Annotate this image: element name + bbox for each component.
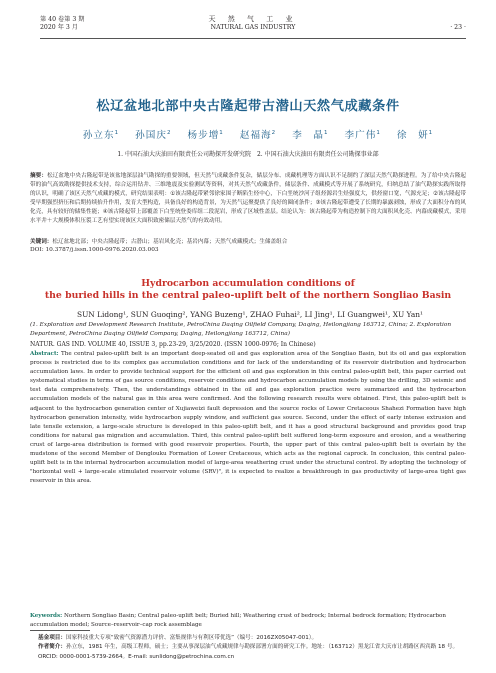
title-chinese: 松辽盆地北部中央古隆起带古潜山天然气成藏条件	[96, 99, 400, 114]
journal-name-en: NATURAL GAS INDUSTRY	[210, 23, 296, 31]
authors-english: SUN Lidong¹, SUN Guoqing², YANG Buzeng¹, ZHAO Fuhai², LI Jing¹, LI Guangwei¹, XU Yan¹	[77, 310, 423, 319]
journal-name-cn: 天 然 气 工 业	[208, 15, 298, 23]
page-header	[40, 16, 466, 39]
author-cn: 赵福海$^2$	[239, 129, 277, 141]
volume-issue: 第 40 卷第 3 期	[40, 16, 85, 23]
abstract-cn-text: 松辽盆地中央古隆起带是该盆地深层油气勘探的重要领域，但天然气成藏条件复杂，储层分布、成藏机理等方面认识不足制约了深层天然气勘探进程。为了给中央古隆起带的油气高效勘探提供技术支持，综合运用钻井、三维地震及实验测试等资料，对其天然气成藏条件，储层条件、成藏模式等开展了系统研究，归纳总结了油气勘探实践所取得的认识，明确了该区天然气成藏的模式，研究结果表明：①该古隆起带紧邻徐家围子断陷生烃中心，下白垩统沙河子组烃源岩生烃强度大，供烃窗口宽，气源充足；②该古隆起带受早期强烈挤压和后期持续抬升作用，发育大型构造，具备良好的构造背景，为天然气运聚提供了良好的圈闭条件；③该古隆起带遭受了长期的暴露剥蚀，形成了大面积分布的风化壳，具有较好的储集性能；④该古隆起带上部覆盖下白垩统登娄库组二段泥岩，形成了区域性盖层。结论认为：该古隆起带为构造控制下的大面积风化壳、内幕成藏模式，采用水平井＋大规模体积压裂工艺有望实现该区大面积致密储层天然气的有效动用。	[30, 173, 466, 225]
keywords-cn-label: 关键词：	[30, 239, 53, 245]
page-number: · 23 ·	[450, 24, 466, 31]
title-en-line2: the buried hills in the central paleo-uplift belt of the northern Songliao Basin	[44, 290, 452, 301]
keywords-en-text: Northern Songliao Basin; Central paleo-uplift belt; Buried hill; Weathering crust of bedrock; Internal bedrock formation; Hydrocarbon accumulation model; Source–reservoir–cap rock assemblage	[30, 613, 447, 629]
title-english	[0, 278, 496, 302]
journal-name	[40, 16, 466, 31]
author-cn: 孙立东$^1$	[82, 129, 120, 141]
keywords-en-label: Keywords:	[30, 613, 63, 619]
keywords-chinese	[30, 237, 466, 245]
abstract-chinese	[30, 172, 466, 227]
doi[interactable]: DOI: 10.3787/j.issn.1000-0976.2020.03.003	[30, 247, 159, 253]
issue-date: 2020 年 3 月	[40, 23, 78, 31]
abstract-english	[30, 350, 466, 486]
author-cn: 杨步增$^1$	[187, 129, 224, 141]
fund-note: 基金项目：国家科技重大专项“致密气资源潜力评价、富集规律与有利区带优选”（编号：2016ZX05047-001）。	[38, 635, 318, 641]
keywords-cn-text: 松辽盆地北部；中央古隆起带；古潜山；基岩风化壳；基岩内幕；天然气成藏模式；生储盖组合	[52, 239, 288, 245]
author-cn: 孙国庆$^2$	[135, 129, 172, 141]
affiliation-english: (1. Exploration and Development Research Institute, PetroChina Daqing Oilfield Company, Daqing, Heilongjiang 163712, China; 2. Exploration Department, PetroChina Daqing Oilfield Company, Daqing, Heilongjiang 163712, China)	[30, 322, 452, 337]
author-cn: 李广伟$^1$	[344, 129, 381, 141]
footnotes	[38, 634, 466, 662]
citation-english: NATUR. GAS IND. VOLUME 40, ISSUE 3, pp.23-29, 3/25/2020. (ISSN 1000-0976; In Chinese)	[30, 341, 316, 348]
authors-chinese	[60, 127, 456, 141]
author-note: 作者简介：孙立东，1981 年生，高级工程师，硕士；主要从事深层油气成藏规律与勘探部署方面的研究工作。地址：（163712）黑龙江省大庆市让胡路区西宾路 18 号。ORCID: 0000-0001-5739-2664。E-mail: sunlidong@petrochina.com.cn	[38, 644, 459, 660]
abstract-cn-label: 摘要：	[30, 173, 47, 179]
author-cn: 徐 妍$^1$	[396, 129, 434, 141]
abstract-en-text: The central paleo-uplift belt is an important deep-seated oil and gas exploration area of the Songliao Basin, but its oil and gas exploration process is restricted due to its complex gas accumulation conditions and for lack of the understanding of its reservoir distribution and hydrocarbon accumulation laws. In order to provide technical support for the efficient oil and gas exploration in this central paleo-uplift belt, this paper carried out systematical studies in terms of gas source conditions, reservoir conditions and hydrocarbon accumulation models by using the drilling, 3D seismic and test data comprehensively. Then, the understandings obtained in the oil and gas exploration practice were summarized and the hydrocarbon accumulation models of the natural gas in this area were confirmed. And the following research results were obtained. First, this paleo-uplift belt is adjacent to the hydrocarbon generation center of Xujiaweizi fault depression and the source rocks of Lower Cretaceous Shahezi Formation have high hydrocarbon generation intensity, wide hydrocarbon supply window, and sufficient gas source. Second, under the effect of early intense extrusion and late tensile extension, a large-scale structure is developed in this paleo-uplift belt, and it has a good structural background and provides good trap conditions for natural gas migration and accumulation. Third, this central paleo-uplift belt suffered long-term exposure and erosion, and a weathering crust of large-area distribution is formed with good reservoir properties. Fourth, the upper part of this central paleo-uplift belt is overlain by the mudstone of the second Member of Denglouku Formation of Lower Cretaceous, which acts as the regional caprock. In conclusion, this central paleo-uplift belt is in the internal hydrocarbon accumulation model of large-area weathering crust under the structural control. By adopting the technology of "horizontal well + large-scale stimulated reservoir volume (SRV)", it is expected to realize a breakthrough in gas productivity of large-area tight gas reservoir in this area.	[30, 351, 466, 485]
author-cn: 李 晶$^1$	[292, 129, 329, 141]
abstract-en-label: Abstract:	[30, 351, 59, 357]
title-en-line1: Hydrocarbon accumulation conditions of	[141, 278, 355, 289]
keywords-english	[30, 612, 466, 630]
footnote-divider	[30, 630, 90, 631]
affiliation-chinese: 1. 中国石油大庆油田有限责任公司勘探开发研究院 2. 中国石油大庆油田有限责任公司勘探事业部	[117, 151, 379, 158]
